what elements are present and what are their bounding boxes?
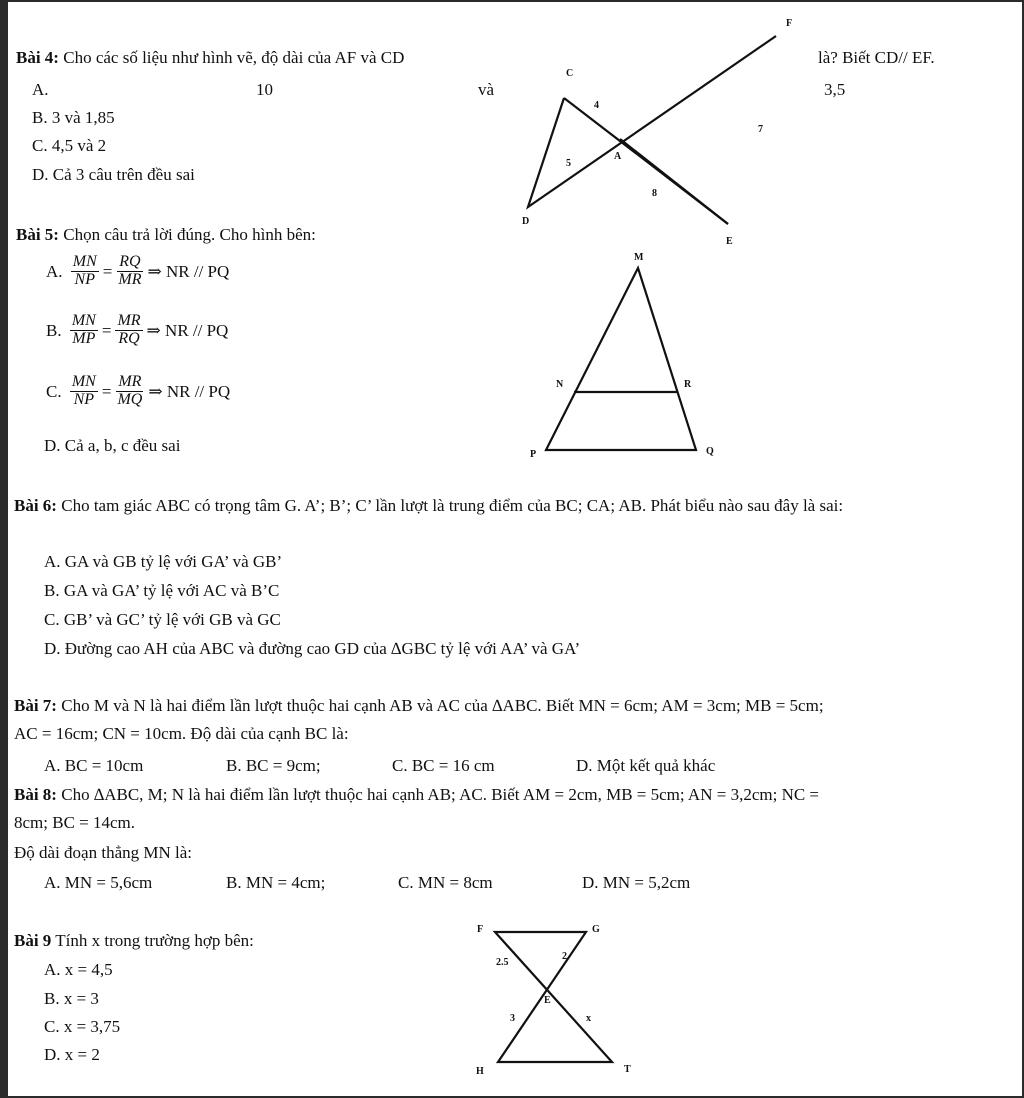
b5-c-frac1: $\frac{MN}{NP}$	[71, 373, 96, 408]
b4-fig-label-8: 8	[652, 188, 657, 199]
b9-option-b: B. x = 3	[44, 989, 99, 1008]
b4-option-a-and: và	[478, 80, 495, 99]
b4-fig-label-4: 4	[594, 100, 599, 111]
b6-option-a: A. GA và GB tỷ lệ với GA’ và GB’	[44, 552, 283, 571]
b4-fig-label-c: C	[566, 68, 574, 79]
b4-fig-label-a: A	[614, 151, 622, 162]
b9-fig-label-2: 2	[562, 951, 567, 962]
b7-question-line2: AC = 16cm; CN = 10cm. Độ dài của cạnh BC là:	[14, 724, 349, 743]
b4-text: Cho các số liệu như hình vẽ, độ dài của AF và CD	[63, 48, 405, 67]
b5-c-frac2: $\frac{MR}{MQ}$	[117, 373, 143, 408]
b4-question-tail: là? Biết CD// EF.	[818, 48, 935, 67]
worksheet-page	[8, 2, 1022, 1096]
b4-fig-label-d: D	[522, 216, 530, 227]
b9-option-d: D. x = 2	[44, 1045, 100, 1064]
b9-fig-label-f: F	[477, 924, 484, 935]
b8-text: Cho ∆ABC, M; N là hai điểm lần lượt thuộc hai cạnh AB; AC. Biết AM = 2cm, MB = 5cm; AN = 3,2cm; NC =	[61, 785, 820, 804]
b5-option-c: C. $\frac{MN}{NP}$ = $\frac{MR}{MQ}$ ⇒ NR // PQ	[46, 373, 231, 408]
b4-option-a-value1: 10	[256, 80, 273, 99]
b7-option-c: C. BC = 16 cm	[392, 756, 495, 775]
b5-text: Chọn câu trả lời đúng. Cho hình bên:	[63, 225, 316, 244]
b9-fig-bowtie-fgeh-t	[495, 932, 612, 1062]
b5-option-d: D. Cả a, b, c đều sai	[44, 436, 181, 455]
b8-question-line2: 8cm; BC = 14cm.	[14, 813, 136, 832]
b5-a-frac1: $\frac{MN}{NP}$	[72, 253, 97, 288]
b4-fig-label-f: F	[786, 18, 793, 29]
b9-fig-label-g: G	[592, 924, 600, 935]
b5-option-a: A. $\frac{MN}{NP}$ = $\frac{RQ}{MR}$ ⇒ NR // PQ	[46, 253, 230, 288]
b4-fig-label-7: 7	[758, 124, 763, 135]
b5-fig-label-q: Q	[706, 446, 714, 457]
b9-option-c: C. x = 3,75	[44, 1017, 121, 1036]
b9-text: Tính x trong trường hợp bên:	[55, 931, 254, 950]
b4-fig-label-e: E	[726, 236, 733, 247]
b9-fig-label-e: E	[544, 995, 551, 1006]
b9-figure	[8, 2, 1022, 1096]
b7-label: Bài 7:	[14, 696, 57, 715]
b4-label: Bài 4:	[16, 48, 59, 67]
b7-option-d: D. Một kết quả khác	[576, 756, 716, 775]
b8-option-b: B. MN = 4cm;	[226, 873, 326, 892]
b9-fig-label-25: 2.5	[496, 957, 509, 968]
b6-option-d: D. Đường cao AH của ABC và đường cao GD của ∆GBC tỷ lệ với AA’ và GA’	[44, 639, 581, 658]
b5-fig-label-p: P	[530, 449, 537, 460]
b9-label: Bài 9	[14, 931, 52, 950]
b8-label: Bài 8:	[14, 785, 57, 804]
b5-b-frac2: $\frac{MR}{RQ}$	[117, 312, 141, 347]
b7-option-b: B. BC = 9cm;	[226, 756, 321, 775]
b4-option-b: B. 3 và 1,85	[32, 108, 115, 127]
b5-option-b: B. $\frac{MN}{MP}$ = $\frac{MR}{RQ}$ ⇒ NR // PQ	[46, 312, 229, 347]
b6-option-c: C. GB’ và GC’ tỷ lệ với GB và GC	[44, 610, 281, 629]
b7-option-a: A. BC = 10cm	[44, 756, 144, 775]
b4-option-c: C. 4,5 và 2	[32, 136, 107, 155]
b4-fig-label-5: 5	[566, 158, 571, 169]
b9-fig-label-x: x	[586, 1013, 591, 1024]
b8-option-a: A. MN = 5,6cm	[44, 873, 153, 892]
b8-question-line3: Độ dài đoạn thẳng MN là:	[14, 843, 192, 862]
b9-fig-label-h: H	[476, 1066, 484, 1077]
b8-option-c: C. MN = 8cm	[398, 873, 493, 892]
b9-fig-label-3: 3	[510, 1013, 515, 1024]
b6-text: Cho tam giác ABC có trọng tâm G. A’; B’; C’ lần lượt là trung điểm của BC; CA; AB. Phát biểu nào sau đây là sai:	[61, 496, 844, 515]
b4-option-d: D. Cả 3 câu trên đều sai	[32, 165, 195, 184]
b4-option-a-value2: 3,5	[824, 80, 846, 99]
b9-option-a: A. x = 4,5	[44, 960, 113, 979]
b5-fig-label-m: M	[634, 252, 644, 263]
b4-option-a-letter: A.	[32, 80, 49, 99]
b6-option-b: B. GA và GA’ tỷ lệ với AC và B’C	[44, 581, 280, 600]
b8-option-d: D. MN = 5,2cm	[582, 873, 691, 892]
b7-text: Cho M và N là hai điểm lần lượt thuộc hai cạnh AB và AC của ∆ABC. Biết MN = 6cm; AM = 3cm; MB = 5cm;	[61, 696, 824, 715]
b5-b-frac1: $\frac{MN}{MP}$	[71, 312, 96, 347]
b5-a-frac2: $\frac{RQ}{MR}$	[118, 253, 142, 288]
b5-fig-label-n: N	[556, 379, 564, 390]
b9-fig-label-t: T	[624, 1064, 631, 1075]
b6-label: Bài 6:	[14, 496, 57, 515]
b5-fig-label-r: R	[684, 379, 692, 390]
b5-label: Bài 5:	[16, 225, 59, 244]
